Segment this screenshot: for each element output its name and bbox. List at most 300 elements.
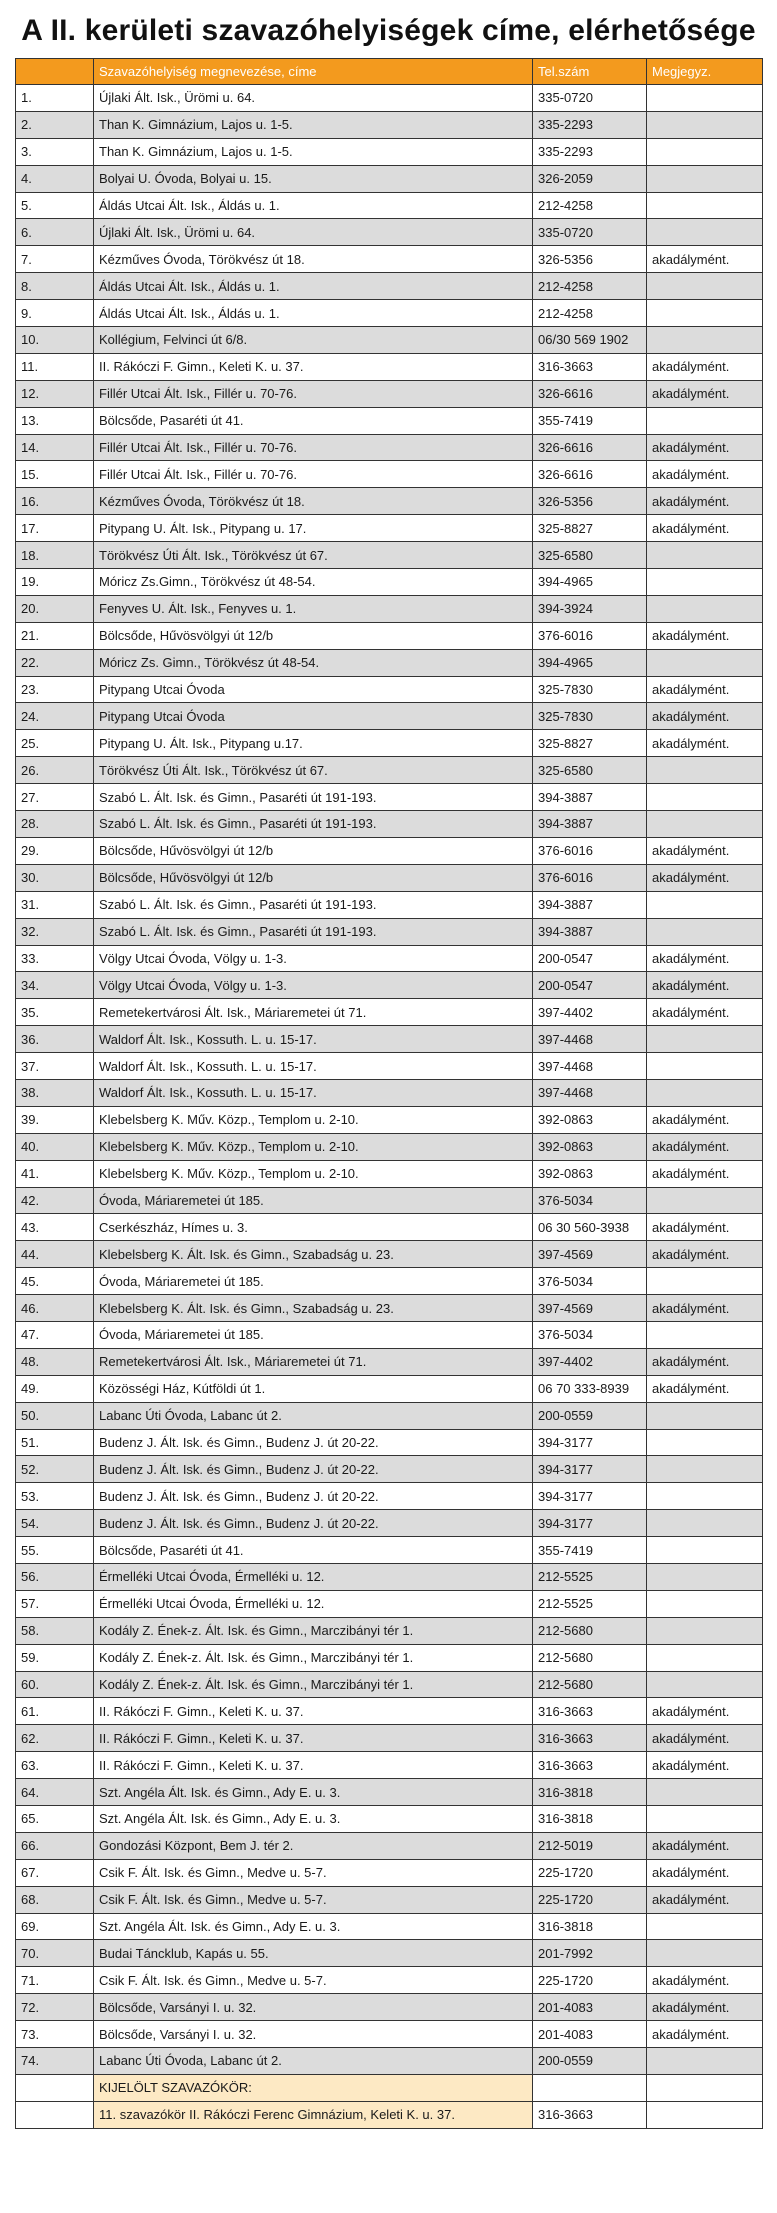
row-name-address: Kézműves Óvoda, Törökvész út 18. [94,246,533,273]
table-row [16,1590,763,1617]
row-note [647,1321,763,1348]
designated-district-heading-row [16,2074,763,2101]
row-note: akadálymént. [647,461,763,488]
row-note: akadálymént. [647,1348,763,1375]
row-number: 70. [16,1940,94,1967]
table-row [16,1967,763,1994]
row-note [647,1510,763,1537]
row-note [647,219,763,246]
row-number: 15. [16,461,94,488]
row-name-address: Érmelléki Utcai Óvoda, Érmelléki u. 12. [94,1590,533,1617]
footer-empty-cell [16,2074,94,2101]
row-phone: 225-1720 [533,1886,647,1913]
row-name-address: Fillér Utcai Ált. Isk., Fillér u. 70-76. [94,380,533,407]
row-note: akadálymént. [647,1106,763,1133]
row-name-address: Pitypang U. Ált. Isk., Pitypang u. 17. [94,515,533,542]
row-note: akadálymént. [647,1886,763,1913]
row-name-address: Törökvész Úti Ált. Isk., Törökvész út 67. [94,757,533,784]
header-phone: Tel.szám [533,59,647,85]
row-note: akadálymént. [647,1698,763,1725]
table-row [16,1671,763,1698]
row-phone: 326-6616 [533,434,647,461]
row-phone: 376-5034 [533,1187,647,1214]
row-note [647,1268,763,1295]
row-note [647,300,763,327]
row-name-address: Kézműves Óvoda, Törökvész út 18. [94,488,533,515]
row-note: akadálymént. [647,703,763,730]
row-phone: 376-6016 [533,837,647,864]
table-row [16,1806,763,1833]
row-name-address: Klebelsberg K. Műv. Közp., Templom u. 2-10. [94,1133,533,1160]
table-row [16,1053,763,1080]
row-note: akadálymént. [647,380,763,407]
row-note [647,757,763,784]
row-number: 26. [16,757,94,784]
row-phone: 394-3177 [533,1483,647,1510]
row-name-address: Óvoda, Máriaremetei út 185. [94,1268,533,1295]
row-number: 47. [16,1321,94,1348]
row-name-address: Óvoda, Máriaremetei út 185. [94,1187,533,1214]
row-number: 13. [16,407,94,434]
table-row [16,1295,763,1322]
row-phone: 394-3177 [533,1429,647,1456]
row-name-address: II. Rákóczi F. Gimn., Keleti K. u. 37. [94,1698,533,1725]
row-number: 22. [16,649,94,676]
row-note [647,1187,763,1214]
row-note: akadálymént. [647,1967,763,1994]
row-note: akadálymént. [647,676,763,703]
row-note: akadálymént. [647,999,763,1026]
row-note: akadálymént. [647,622,763,649]
row-name-address: II. Rákóczi F. Gimn., Keleti K. u. 37. [94,1752,533,1779]
row-note [647,1940,763,1967]
table-row [16,542,763,569]
table-row [16,703,763,730]
row-number: 28. [16,811,94,838]
row-number: 25. [16,730,94,757]
table-row [16,1133,763,1160]
row-number: 52. [16,1456,94,1483]
row-name-address: Völgy Utcai Óvoda, Völgy u. 1-3. [94,972,533,999]
row-name-address: Móricz Zs.Gimn., Törökvész út 48-54. [94,569,533,596]
row-note [647,542,763,569]
row-phone: 225-1720 [533,1967,647,1994]
table-row [16,1752,763,1779]
row-name-address: Kodály Z. Ének-z. Ált. Isk. és Gimn., Marczibányi tér 1. [94,1617,533,1644]
table-row [16,1429,763,1456]
row-phone: 316-3663 [533,353,647,380]
row-number: 61. [16,1698,94,1725]
table-row [16,1375,763,1402]
row-number: 67. [16,1859,94,1886]
row-phone: 397-4569 [533,1241,647,1268]
table-row [16,1644,763,1671]
table-row [16,488,763,515]
designated-district-row [16,2101,763,2128]
row-name-address: Budenz J. Ált. Isk. és Gimn., Budenz J. út 20-22. [94,1510,533,1537]
table-row [16,1214,763,1241]
row-number: 18. [16,542,94,569]
table-row [16,999,763,1026]
table-row [16,972,763,999]
row-phone: 376-6016 [533,622,647,649]
row-name-address: Áldás Utcai Ált. Isk., Áldás u. 1. [94,192,533,219]
row-phone: 316-3818 [533,1779,647,1806]
row-note [647,595,763,622]
row-number: 65. [16,1806,94,1833]
row-number: 7. [16,246,94,273]
row-name-address: Szabó L. Ált. Isk. és Gimn., Pasaréti út 191-193. [94,891,533,918]
row-name-address: Kollégium, Felvinci út 6/8. [94,327,533,354]
row-phone: 225-1720 [533,1859,647,1886]
row-name-address: Szabó L. Ált. Isk. és Gimn., Pasaréti út 191-193. [94,811,533,838]
row-note [647,1617,763,1644]
row-note [647,811,763,838]
table-row [16,219,763,246]
row-name-address: Bölcsőde, Pasaréti út 41. [94,407,533,434]
row-phone: 200-0547 [533,972,647,999]
row-name-address: Bölcsőde, Varsányi I. u. 32. [94,2021,533,2048]
row-name-address: Áldás Utcai Ált. Isk., Áldás u. 1. [94,300,533,327]
row-number: 57. [16,1590,94,1617]
row-number: 9. [16,300,94,327]
table-row [16,1348,763,1375]
row-name-address: Waldorf Ált. Isk., Kossuth. L. u. 15-17. [94,1053,533,1080]
row-note [647,407,763,434]
table-row [16,837,763,864]
row-name-address: Bölcsőde, Hűvösvölgyi út 12/b [94,837,533,864]
row-note [647,1644,763,1671]
row-note: akadálymént. [647,353,763,380]
row-name-address: II. Rákóczi F. Gimn., Keleti K. u. 37. [94,1725,533,1752]
row-name-address: Than K. Gimnázium, Lajos u. 1-5. [94,138,533,165]
table-row [16,1886,763,1913]
row-phone: 212-4258 [533,192,647,219]
row-note: akadálymént. [647,1832,763,1859]
row-name-address: Csik F. Ált. Isk. és Gimn., Medve u. 5-7. [94,1886,533,1913]
row-note: akadálymént. [647,972,763,999]
table-row [16,192,763,219]
row-number: 35. [16,999,94,1026]
row-number: 36. [16,1026,94,1053]
table-row [16,1268,763,1295]
row-phone: 397-4468 [533,1079,647,1106]
table-row [16,918,763,945]
row-note: akadálymént. [647,434,763,461]
polling-stations-table [15,58,763,2129]
row-number: 23. [16,676,94,703]
table-row [16,569,763,596]
table-row [16,1859,763,1886]
row-note: akadálymént. [647,1160,763,1187]
row-name-address: Pitypang U. Ált. Isk., Pitypang u.17. [94,730,533,757]
table-row [16,1241,763,1268]
row-name-address: Érmelléki Utcai Óvoda, Érmelléki u. 12. [94,1563,533,1590]
table-row [16,515,763,542]
designated-district-heading: KIJELÖLT SZAVAZÓKÖR: [94,2074,533,2101]
row-number: 14. [16,434,94,461]
row-phone: 326-6616 [533,380,647,407]
row-name-address: Budenz J. Ált. Isk. és Gimn., Budenz J. út 20-22. [94,1429,533,1456]
row-number: 48. [16,1348,94,1375]
row-number: 41. [16,1160,94,1187]
row-phone: 06 30 560-3938 [533,1214,647,1241]
row-name-address: Völgy Utcai Óvoda, Völgy u. 1-3. [94,945,533,972]
row-name-address: Cserkészház, Hímes u. 3. [94,1214,533,1241]
row-note [647,1079,763,1106]
row-phone: 392-0863 [533,1106,647,1133]
row-number: 12. [16,380,94,407]
row-phone: 326-6616 [533,461,647,488]
header-number [16,59,94,85]
table-row [16,784,763,811]
table-row [16,1698,763,1725]
row-number: 53. [16,1483,94,1510]
row-note [647,1402,763,1429]
row-name-address: Than K. Gimnázium, Lajos u. 1-5. [94,111,533,138]
row-phone: 394-4965 [533,569,647,596]
table-row [16,1563,763,1590]
row-number: 71. [16,1967,94,1994]
table-row [16,1994,763,2021]
table-row [16,595,763,622]
row-phone: 394-4965 [533,649,647,676]
row-number: 40. [16,1133,94,1160]
row-number: 38. [16,1079,94,1106]
row-note [647,327,763,354]
row-phone: 397-4468 [533,1053,647,1080]
row-note [647,569,763,596]
row-phone: 212-5525 [533,1590,647,1617]
row-name-address: Pitypang Utcai Óvoda [94,703,533,730]
row-phone: 376-5034 [533,1268,647,1295]
row-number: 68. [16,1886,94,1913]
row-note [647,649,763,676]
row-name-address: Újlaki Ált. Isk., Ürömi u. 64. [94,219,533,246]
row-name-address: Gondozási Központ, Bem J. tér 2. [94,1832,533,1859]
row-phone: 397-4468 [533,1026,647,1053]
row-number: 8. [16,273,94,300]
row-note [647,1537,763,1564]
table-row [16,757,763,784]
table-row [16,300,763,327]
table-row [16,1510,763,1537]
table-row [16,111,763,138]
row-number: 44. [16,1241,94,1268]
row-phone: 394-3177 [533,1510,647,1537]
row-name-address: Remetekertvárosi Ált. Isk., Máriaremetei út 71. [94,999,533,1026]
row-note [647,1779,763,1806]
row-number: 66. [16,1832,94,1859]
row-note [647,192,763,219]
row-note [647,784,763,811]
table-header [16,59,763,85]
row-note: akadálymént. [647,1752,763,1779]
table-row [16,85,763,112]
row-note [647,891,763,918]
row-number: 37. [16,1053,94,1080]
table-row [16,327,763,354]
row-phone: 397-4402 [533,999,647,1026]
row-phone: 316-3663 [533,1698,647,1725]
row-name-address: II. Rákóczi F. Gimn., Keleti K. u. 37. [94,353,533,380]
row-phone: 06 70 333-8939 [533,1375,647,1402]
row-phone: 325-8827 [533,730,647,757]
row-phone: 394-3177 [533,1456,647,1483]
row-note: akadálymént. [647,1994,763,2021]
table-row [16,1537,763,1564]
row-phone: 392-0863 [533,1133,647,1160]
row-number: 64. [16,1779,94,1806]
row-phone: 200-0547 [533,945,647,972]
row-number: 42. [16,1187,94,1214]
row-phone: 394-3887 [533,891,647,918]
row-phone: 355-7419 [533,1537,647,1564]
row-note [647,1563,763,1590]
table-row [16,1079,763,1106]
row-note [647,85,763,112]
table-row [16,246,763,273]
row-phone: 394-3887 [533,918,647,945]
row-name-address: Budai Táncklub, Kapás u. 55. [94,1940,533,1967]
row-phone: 200-0559 [533,2048,647,2075]
row-number: 63. [16,1752,94,1779]
row-number: 20. [16,595,94,622]
row-number: 33. [16,945,94,972]
row-phone: 201-7992 [533,1940,647,1967]
row-phone: 335-2293 [533,111,647,138]
row-phone: 325-6580 [533,757,647,784]
row-number: 30. [16,864,94,891]
row-note [647,1456,763,1483]
row-name-address: Óvoda, Máriaremetei út 185. [94,1321,533,1348]
row-name-address: Fenyves U. Ált. Isk., Fenyves u. 1. [94,595,533,622]
row-name-address: Fillér Utcai Ált. Isk., Fillér u. 70-76. [94,461,533,488]
row-name-address: Kodály Z. Ének-z. Ált. Isk. és Gimn., Marczibányi tér 1. [94,1671,533,1698]
row-name-address: Szt. Angéla Ált. Isk. és Gimn., Ady E. u. 3. [94,1806,533,1833]
row-number: 69. [16,1913,94,1940]
row-name-address: Szabó L. Ált. Isk. és Gimn., Pasaréti út 191-193. [94,784,533,811]
header-row [16,59,763,85]
row-name-address: Szt. Angéla Ált. Isk. és Gimn., Ady E. u. 3. [94,1779,533,1806]
row-phone: 212-5680 [533,1617,647,1644]
table-row [16,649,763,676]
footer-empty-cell [16,2101,94,2128]
page-title: A II. kerületi szavazóhelyiségek címe, elérhetősége [21,14,756,47]
row-name-address: Szt. Angéla Ált. Isk. és Gimn., Ady E. u. 3. [94,1913,533,1940]
footer-empty-cell [647,2101,763,2128]
row-number: 51. [16,1429,94,1456]
table-row [16,730,763,757]
row-phone: 335-0720 [533,85,647,112]
row-phone: 394-3887 [533,784,647,811]
row-name-address: Waldorf Ált. Isk., Kossuth. L. u. 15-17. [94,1079,533,1106]
row-note: akadálymént. [647,837,763,864]
row-number: 39. [16,1106,94,1133]
row-name-address: Újlaki Ált. Isk., Ürömi u. 64. [94,85,533,112]
row-note: akadálymént. [647,1375,763,1402]
row-phone: 394-3887 [533,811,647,838]
row-note: akadálymént. [647,1214,763,1241]
row-number: 4. [16,165,94,192]
row-name-address: Bölcsőde, Hűvösvölgyi út 12/b [94,622,533,649]
row-number: 50. [16,1402,94,1429]
row-phone: 201-4083 [533,1994,647,2021]
row-note: akadálymént. [647,1133,763,1160]
row-note [647,1671,763,1698]
table-row [16,1187,763,1214]
row-note [647,1026,763,1053]
table-row [16,945,763,972]
row-note: akadálymént. [647,945,763,972]
row-note [647,1483,763,1510]
row-number: 27. [16,784,94,811]
table-row [16,380,763,407]
row-phone: 325-7830 [533,703,647,730]
row-number: 19. [16,569,94,596]
footer-empty-cell [533,2074,647,2101]
row-note [647,1429,763,1456]
table-row [16,1832,763,1859]
row-name-address: Budenz J. Ált. Isk. és Gimn., Budenz J. út 20-22. [94,1483,533,1510]
row-number: 1. [16,85,94,112]
table-row [16,622,763,649]
table-row [16,1321,763,1348]
table-row [16,165,763,192]
table-row [16,1779,763,1806]
header-name-address: Szavazóhelyiség megnevezése, címe [94,59,533,85]
footer-empty-cell [647,2074,763,2101]
designated-district-entry: 11. szavazókör II. Rákóczi Ferenc Gimnázium, Keleti K. u. 37. [94,2101,533,2128]
row-phone: 392-0863 [533,1160,647,1187]
row-phone: 326-5356 [533,246,647,273]
row-name-address: Klebelsberg K. Ált. Isk. és Gimn., Szabadság u. 23. [94,1241,533,1268]
row-phone: 397-4569 [533,1295,647,1322]
row-note: akadálymént. [647,1295,763,1322]
table-row [16,434,763,461]
row-number: 29. [16,837,94,864]
row-number: 16. [16,488,94,515]
row-number: 34. [16,972,94,999]
row-note [647,2048,763,2075]
row-phone: 212-4258 [533,273,647,300]
row-number: 73. [16,2021,94,2048]
table-row [16,353,763,380]
row-number: 43. [16,1214,94,1241]
row-name-address: Törökvész Úti Ált. Isk., Törökvész út 67. [94,542,533,569]
row-number: 31. [16,891,94,918]
row-phone: 325-7830 [533,676,647,703]
row-note [647,1590,763,1617]
row-phone: 212-5525 [533,1563,647,1590]
row-phone: 212-4258 [533,300,647,327]
row-number: 5. [16,192,94,219]
row-note [647,918,763,945]
table-row [16,1617,763,1644]
row-number: 55. [16,1537,94,1564]
row-number: 60. [16,1671,94,1698]
table-row [16,2021,763,2048]
row-number: 49. [16,1375,94,1402]
row-name-address: Szabó L. Ált. Isk. és Gimn., Pasaréti út 191-193. [94,918,533,945]
row-name-address: Kodály Z. Ének-z. Ált. Isk. és Gimn., Marczibányi tér 1. [94,1644,533,1671]
table-row [16,1456,763,1483]
row-number: 11. [16,353,94,380]
row-note: akadálymént. [647,1241,763,1268]
row-phone: 06/30 569 1902 [533,327,647,354]
table-row [16,2048,763,2075]
row-note [647,1053,763,1080]
